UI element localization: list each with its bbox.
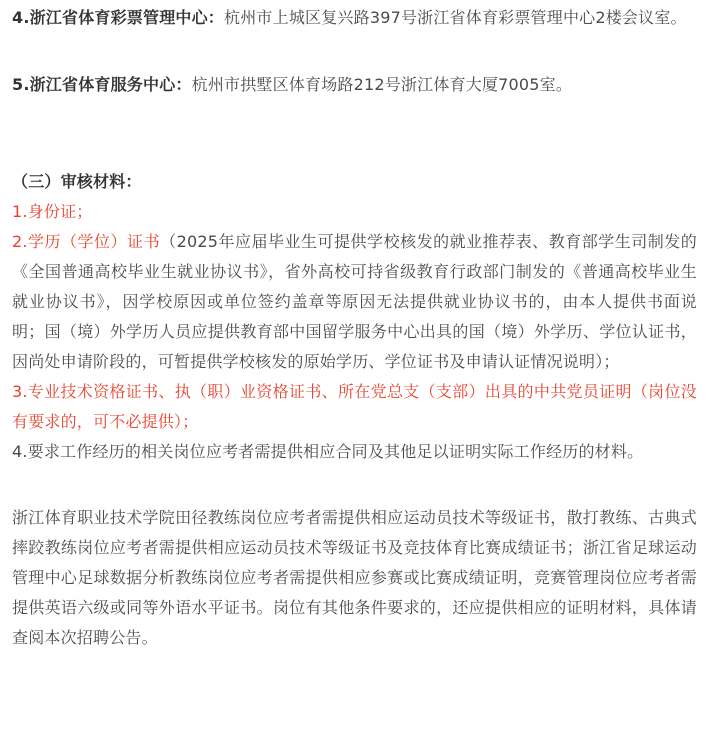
location-label: 5.浙江省体育服务中心： <box>12 75 192 94</box>
location-item-5 <box>12 70 697 100</box>
location-address: 杭州市上城区复兴路397号浙江省体育彩票管理中心2楼会议室。 <box>224 8 687 27</box>
material-highlight: 2.学历（学位）证书 <box>12 232 161 251</box>
material-highlight: 1.身份证； <box>12 202 93 221</box>
material-item-3 <box>12 377 697 437</box>
material-detail: 4.要求工作经历的相关岗位应考者需提供相应合同及其他足以证明实际工作经历的材料。 <box>12 442 644 461</box>
material-item-1 <box>12 197 697 227</box>
spacer <box>12 100 697 167</box>
material-item-2 <box>12 227 697 377</box>
material-highlight: 3.专业技术资格证书、执（职）业资格证书、所在党总支（支部）出具的中共党员证明（岗位没有要求的，可不必提供）； <box>12 382 697 431</box>
location-item-4 <box>12 3 697 33</box>
material-item-4 <box>12 437 697 467</box>
location-label: 4.浙江省体育彩票管理中心： <box>12 8 225 27</box>
section-title: （三）审核材料： <box>12 172 142 191</box>
spacer <box>12 467 697 503</box>
additional-note: 浙江体育职业技术学院田径教练岗位应考者需提供相应运动员技术等级证书，散打教练、古典式摔跤教练岗位应考者需提供相应运动员技术等级证书及竞技体育比赛成绩证书；浙江省足球运动管理中心足球数据分析教练岗位应考者需提供相应参赛或比赛成绩证明，竞赛管理岗位应考者需提供英语六级或同等外语水平证书。岗位有其他条件要求的，还应提供相应的证明材料，具体请查阅本次招聘公告。 <box>12 508 697 647</box>
material-detail: （2025年应届毕业生可提供学校核发的就业推荐表、教育部学生司制发的《全国普通高校毕业生就业协议书》，省外高校可持省级教育行政部门制发的《普通高校毕业生就业协议书》，因学校原因或单位签约盖章等原因无法提供就业协议书的，由本人提供书面说明；国（境）外学历人员应提供教育部中国留学服务中心出具的国（境）外学历、学位认证书，因尚处申请阶段的，可暂提供学校核发的原始学历、学位证书及申请认证情况说明）； <box>12 232 697 371</box>
location-address: 杭州市拱墅区体育场路212号浙江体育大厦7005室。 <box>191 75 573 94</box>
spacer <box>12 33 697 70</box>
